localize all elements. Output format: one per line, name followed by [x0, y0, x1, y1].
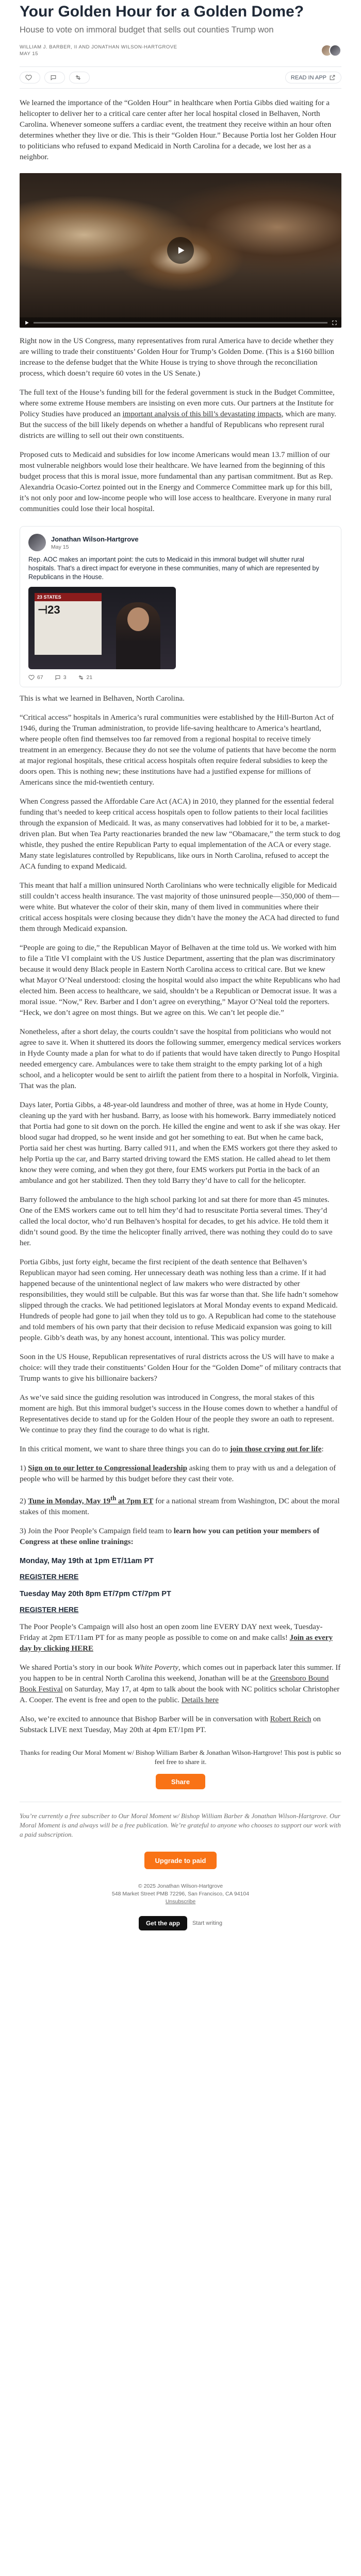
- embed-caption: This is what we learned in Belhaven, North Carolina.: [20, 694, 185, 703]
- get-app-button[interactable]: Get the app: [139, 1916, 187, 1930]
- session-2-title: Tuesday May 20th 8pm ET/7pm CT/7pm PT: [20, 1590, 171, 1598]
- fullscreen-icon[interactable]: [332, 320, 337, 326]
- external-link-icon: [329, 74, 336, 81]
- unsubscribe-link[interactable]: Unsubscribe: [165, 1899, 196, 1905]
- details-link[interactable]: Details here: [181, 1696, 219, 1704]
- like-button[interactable]: [20, 72, 40, 83]
- note-likes[interactable]: 67: [28, 674, 43, 681]
- footer: [20, 1883, 341, 1906]
- video-controls: [20, 317, 341, 328]
- restack-button[interactable]: [69, 72, 90, 83]
- play-button[interactable]: [167, 237, 194, 264]
- comment-button[interactable]: [44, 72, 65, 83]
- join-daily-link[interactable]: Join as every day by clicking HERE: [20, 1634, 333, 1653]
- chart-board: [35, 593, 102, 655]
- also-paragraph: Also, we’re excited to announce that Bishop Barber will be in conversation with Robert Reich on Substack LIVE next Tuesday, May 20th at 4pm ET/1pm PT.: [20, 1715, 321, 1734]
- paragraph-12: Portia Gibbs, just forty eight, became the first recipient of the death sentence that Belhaven’s Republican mayor had seen coming. Her unnecessary death was nothing less than a crime. If it had happened because of the unintentional neglect of law makers who were distracted by other responsibilities, they would still be culpable. But this was far worse than that. She life hadn’t somehow slipped through the cracks. We had petitioned legislators at Moral Monday events to expand Medicaid. Hundreds of people had gone to jail when they told us to go. A Republican had come to the statehouse and told members of his own party that their decision to refuse Medicaid expansion was going to kill people. Gibb’s death was, by any honest account, intentional. This was policy murder.: [20, 1258, 339, 1342]
- paragraph-14: As we’ve said since the guiding resolution was introduced in Congress, the moral stakes of this moment are high. But this immoral budget’s success in the House comes down to whether a handful of Representatives decide to stand up for the Golden Hour of the people they swore an oath to represent. We continue to pray they find the courage to do what is right.: [20, 1394, 338, 1434]
- copyright: © 2025 Jonathan Wilson-Hartgrove: [138, 1883, 223, 1889]
- play-small-icon[interactable]: [24, 320, 29, 326]
- post-date: MAY 15: [20, 51, 38, 57]
- get-app-row: [20, 1916, 341, 1930]
- video-player[interactable]: [20, 173, 341, 328]
- note-image[interactable]: [28, 587, 176, 669]
- speaker-figure: [116, 602, 160, 669]
- paragraph-6: When Congress passed the Affordable Care Act (ACA) in 2010, they planned for the essential federal funding that’s needed to keep critical access hospitals open to follow patients to their local facilities through the expansion of Medicaid. It was, as many conservatives had lobbied for it to be, a market-driven plan. But when Tea Party reactionaries branded the new law “Obamacare,” the term stuck to dog whistle, they pushed the entire Republican Party to equal implementation of the ACA or every stage. Many state legislatures controlled by Republicans, like ours in North Carolina, refused to accept the ACA funding to expand Medicaid.: [20, 798, 340, 871]
- heart-icon: [25, 74, 32, 81]
- post-title: Your Golden Hour for a Golden Dome?: [20, 3, 304, 20]
- note-restacks[interactable]: 21: [78, 674, 93, 681]
- author-avatars[interactable]: [321, 44, 341, 57]
- play-icon: [175, 245, 186, 256]
- session-1-title: Monday, May 19th at 1pm ET/11am PT: [20, 1557, 154, 1565]
- board-header: 23 STATES: [35, 593, 102, 601]
- ips-analysis-link[interactable]: important analysis of this bill’s devastating impacts: [122, 410, 282, 418]
- paragraph-11: Barry followed the ambulance to the high school parking lot and sat there for more than 45 minutes. One of the EMS workers came out to tell him they’d had to resuscitate Portia several times. They’d called the local doctor, who’d run Belhaven’s hospital for decades, to get his advice. He told them it didn’t sound good. By the time the helicopter finally arrived, there was nothing they could do to save her.: [20, 1196, 333, 1247]
- paragraph-3: The full text of the House’s funding bill for the federal government is stuck in the Budget Committee, where some extreme House members are insisting on even more cuts. Our partners at the Institute for Policy Studies have produced an important analysis of this bill’s devastating impacts, which are many. But the success of the bill likely depends on whether a handful of Republicans who represent rural districts are willing to sell out their own constituents.: [20, 388, 336, 440]
- paragraph-5: “Critical access” hospitals in America’s rural communities were established by the Hill-Burton Act of 1946, during the Truman administration, to provide life-saving healthcare to America’s heartland, where people often find themselves too far removed from a regional hospital to receive timely treatment in an emergency. Because they do not see the volume of patients that have become the norm at major regional hospitals, these critical access hospitals often require federal subsidies to keep the doors open. This is nothing new; these institutions have had a justified expense for millions of Americans since the mid-twentieth century.: [20, 714, 336, 787]
- livestream-link[interactable]: Tune in Monday, May 19th at 7pm ET: [28, 1495, 154, 1505]
- paragraph-9: Nonetheless, after a short delay, the courts couldn’t save the hospital from politicians who would not agree to save it. When it shuttered its doors the following summer, emergency medical services workers in Hyde County made a plan for what to do if patients that would have taken directly to Pungo Hospital needed emergency care. Ambulances were to take them straight to the empty parking lot of a high school, and a helicopter would be sent to airlift the patient from there to a hospital in Norfolk, Virginia. That was the plan.: [20, 1028, 341, 1090]
- share-button[interactable]: Share: [156, 1774, 205, 1789]
- restack-icon: [75, 74, 81, 81]
- embedded-note[interactable]: [20, 526, 341, 687]
- paragraph-4: Proposed cuts to Medicaid and subsidies for low income Americans would mean 13.7 million of our most vulnerable neighbors would lose their healthcare. We have learned from the beginning of this budget process that this is moral issue, more fundamental than any partisan commitment. But as Rep. Alexandria Ocasio-Cortez pointed out in the Energy and Commerce Committee mark up for this bill, it’s not only poor and low-income people who will lose access to healthcare. Everyone in many rural communities could lose their local hospital.: [20, 451, 333, 513]
- paragraph-1: We learned the importance of the “Golden Hour” in healthcare when Portia Gibbs died waiting for a helicopter to deliver her to a critical care center after her local hospital closed in Belhaven, North Carolina. Whenever someone suffers a cardiac event, the treatment they receive within an hour often determines whether they live or die. This is their “Golden Hour.” Because Portia lost her Golden Hour to politicians who refused to expand Medicaid in North Carolina for a decade, we lost her as a neighbor.: [20, 99, 336, 161]
- cta-item-1: 1) Sign on to our letter to Congressional leadership asking them to pray with us and a delegation of people who will be harmed by this budget before they cast their vote.: [20, 1464, 336, 1483]
- paragraph-13: Soon in the US House, Republican representatives of rural districts across the US will have to make a choice: will they trade their constituents’ Golden Hour for the “Golden Dome” of military contracts that Trump wants to give his billionaire backers?: [20, 1353, 341, 1383]
- board-number: ⊣23: [38, 603, 60, 616]
- note-comments[interactable]: 3: [55, 674, 67, 681]
- paragraph-10: Days later, Portia Gibbs, a 48-year-old laundress and mother of three, was at home in Hyde County, cleaning up the yard with her husband. Barry, as loose with his homework. Barry immediately noticed that Portia had gone to sit down on the porch. He killed the engine and went to ask if she was okay. Her blood sugar had dropped, so he went inside and got her something to eat. But when he came back, Portia said her chest was hurting. Barry called 911, and when the EMS workers got there they asked to help Portia up the car, and Barry started driving toward the EMS station. He called ahead to let them know they were coming, and when they got there, four EMS workers put Portia in the back of an ambulance and got her stabilized. Then they told Barry they’d have to call for the helicopter.: [20, 1101, 340, 1185]
- share-prompt: Thanks for reading Our Moral Moment w/ Bishop William Barber & Jonathan Wilson-Hartgrove! This post is public so feel free to share it.: [20, 1749, 341, 1766]
- video-progress-track[interactable]: [34, 322, 327, 324]
- cta-item-3-bold: learn how you can petition your members of Congress at these online trainings:: [20, 1527, 320, 1546]
- paragraph-8: “People are going to die,” the Republican Mayor of Belhaven at the time told us. We worked with him to file a Title VI complaint with the US Justice Department, asserting that the plan was discriminatory because it would deny Black people in Eastern North Carolina access to critical care. But we knew what Mayor O’Neal understood: closing the hospital would also impact the white Republicans who had elected him. Been access to healthcare, we said, shouldn’t be a Republican or Democrat issue. It was a moral issue. “Now,” Rev. Barber and I don’t agree on everything,” Mayor O’Neal told the reporters. “Heck, we don’t agree on most things. But we agree on this. We can’t let people die.”: [20, 944, 340, 1017]
- heart-icon: [28, 674, 35, 681]
- sign-letter-link[interactable]: Sign on to our letter to Congressional leadership: [28, 1464, 188, 1472]
- cta-bold: join those crying out for life: [229, 1445, 322, 1453]
- start-writing-link[interactable]: Start writing: [192, 1920, 223, 1926]
- comment-icon: [55, 674, 61, 681]
- campaign-paragraph: The Poor People’s Campaign will also host an open zoom line EVERY DAY next week, Tuesday-Friday at 2pm ET/11am PT for as many people as possible to come on and make calls! Join as every day by clicking HERE: [20, 1623, 333, 1653]
- register-link-2[interactable]: REGISTER HERE: [20, 1605, 79, 1614]
- avatar[interactable]: [329, 44, 341, 57]
- free-subscriber-note: You’re currently a free subscriber to Our Moral Moment w/ Bishop William Barber & Jonathan Wilson-Hartgrove. Our Moral Moment is and always will be a free publication. We’re grateful to anyone who chooses to support our work with a paid subscription.: [20, 1812, 341, 1838]
- note-text: Rep. AOC makes an important point: the cuts to Medicaid in this immoral budget will shutter rural hospitals. That’s a direct impact for everyone in these communities, many of which are represented by Republicans in the House.: [28, 556, 319, 581]
- book-paragraph: We shared Portia’s story in our book White Poverty, which comes out in paperback later this summer. If you happen to be in central North Carolina this weekend, Jonathan will be at the Greensboro Bound Book Festival on Saturday, May 17, at 4pm to talk about the book with NC politics scholar Christopher A. Cooper. The event is free and open to the public. Details here: [20, 1664, 341, 1704]
- cta-item-2: 2) Tune in Monday, May 19th at 7pm ET for a national stream from Washington, DC about the moral stakes of this moment.: [20, 1495, 340, 1516]
- post-actions: [20, 66, 341, 89]
- paragraph-2: Right now in the US Congress, many representatives from rural America have to decide whether they are willing to trade their constituents’ Golden Hour for Trump’s Golden Dome. (This is a $160 billion increase to the defense budget that the White House is trying to shove through the reconciliation process, which doesn’t require 60 votes in the US Senate.): [20, 337, 335, 378]
- post-subtitle: House to vote on immoral budget that sells out counties Trump won: [20, 25, 274, 35]
- read-in-app-label: READ IN APP: [290, 74, 326, 81]
- comment-icon: [50, 74, 57, 81]
- paragraph-7: This meant that half a million uninsured North Carolinians who were technically eligible for Medicaid still couldn’t access health insurance. The vast majority of those uninsured people—350,000 of them—were white. But whatever the color of their skin, many of them lived in communities where their critical access hospitals were closing because they didn’t have the money the ACA had directed to fund them through Medicaid expansion.: [20, 882, 339, 933]
- note-date: May 15: [51, 544, 69, 550]
- cta-item-3: 3) Join the Poor People’s Campaign field team to learn how you can petition your members of Congress at these online trainings:: [20, 1527, 320, 1546]
- read-in-app-button[interactable]: [285, 72, 341, 83]
- upgrade-button[interactable]: Upgrade to paid: [144, 1852, 217, 1869]
- byline[interactable]: WILLIAM J. BARBER, II AND JONATHAN WILSON-HARTGROVE: [20, 44, 177, 50]
- address: 548 Market Street PMB 72296, San Francisco, CA 94104 Unsubscribe: [111, 1891, 250, 1905]
- book-title: White Poverty: [134, 1664, 178, 1672]
- note-author[interactable]: Jonathan Wilson-Hartgrove: [51, 535, 139, 543]
- note-stats: [28, 674, 333, 681]
- byline-row: [20, 44, 341, 57]
- robert-reich-link[interactable]: Robert Reich: [270, 1715, 311, 1723]
- register-link-1[interactable]: REGISTER HERE: [20, 1572, 79, 1581]
- avatar[interactable]: [28, 534, 46, 551]
- festival-link[interactable]: Greensboro Bound Book Festival: [20, 1674, 329, 1693]
- cta-intro: In this critical moment, we want to share three things you can do to join those crying out for life:: [20, 1445, 324, 1453]
- restack-icon: [78, 674, 84, 681]
